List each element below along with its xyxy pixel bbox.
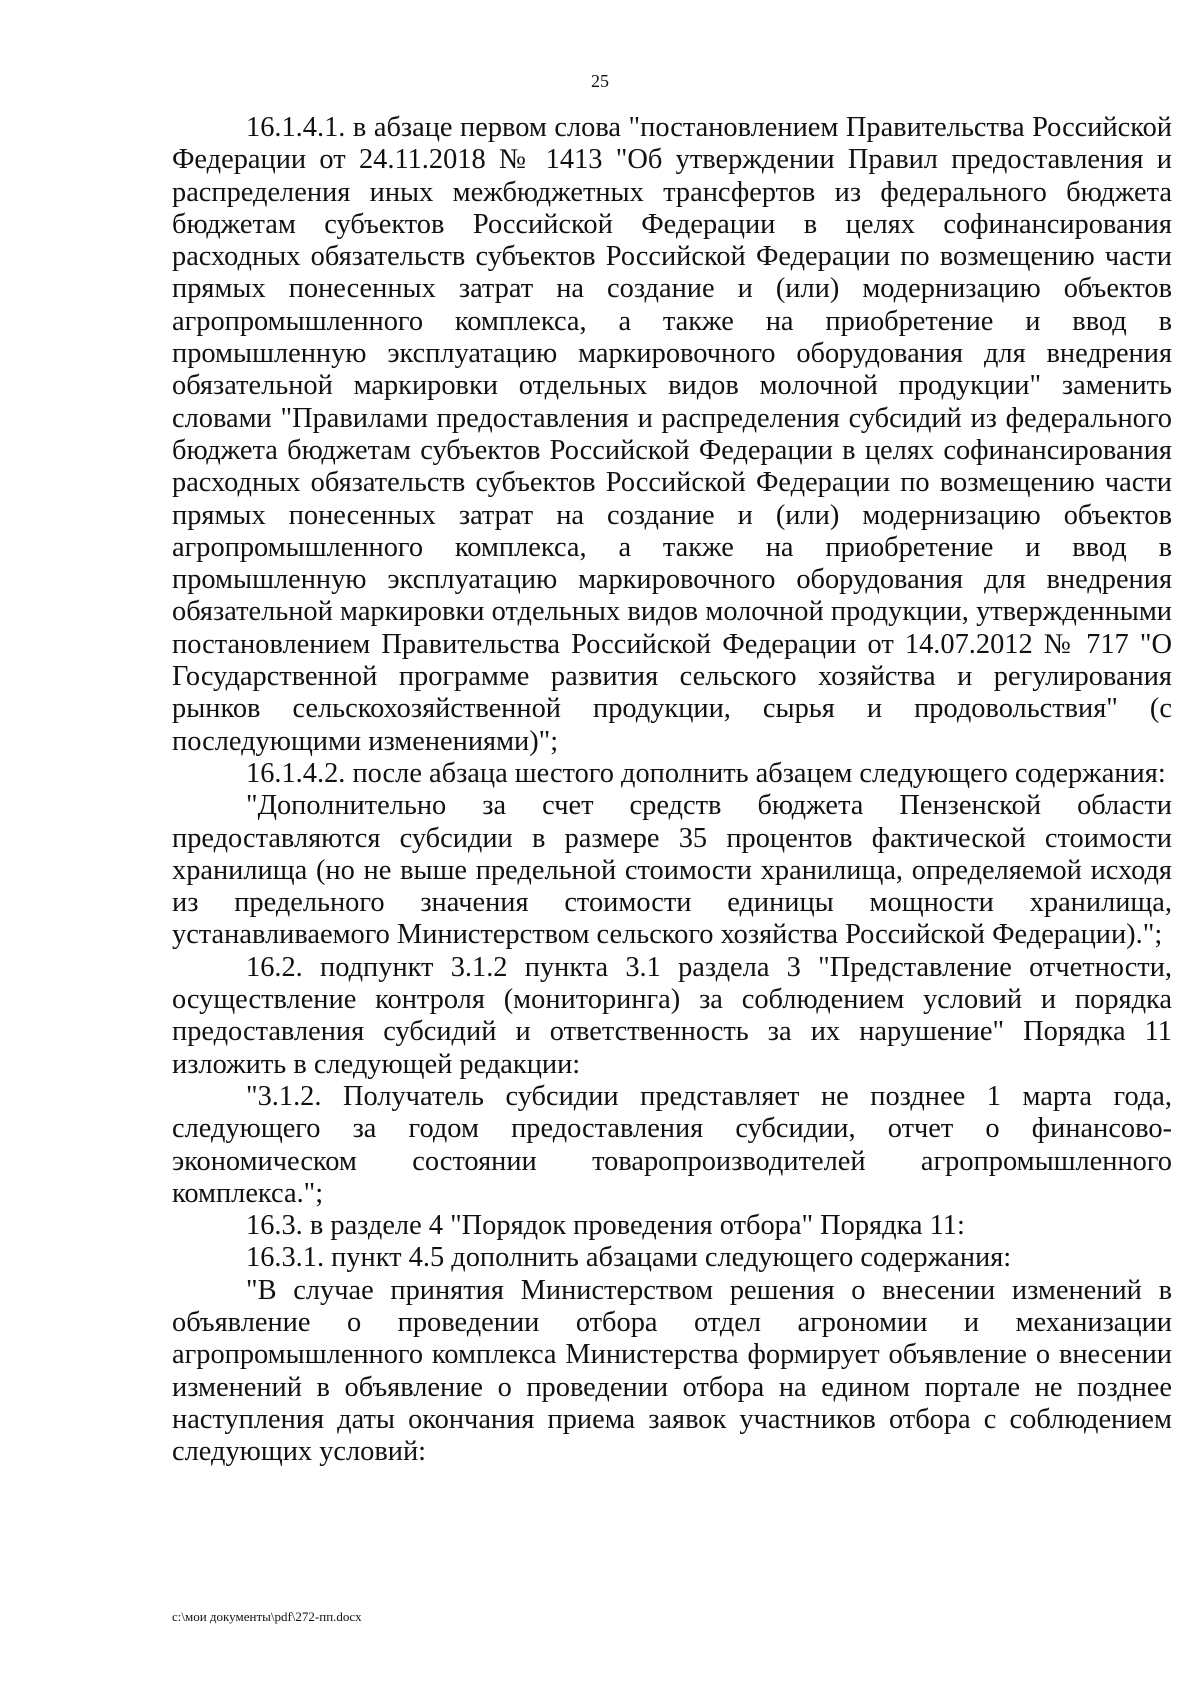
footer-file-path: c:\мои документы\pdf\272-пп.docx — [172, 1609, 362, 1624]
paragraph-additional-subsidy: "Дополнительно за счет средств бюджета Пензенской области предоставляются субсидии в размере 35 процентов фактической стоимости хранилища (но не выше предельной стоимости хранилища, определяемой исходя из предельного значения стоимости единицы мощности хранилища, устанавливаемого Министерством сельского хозяйства Российской Федерации)."; — [172, 790, 1172, 951]
paragraph-16-3: 16.3. в разделе 4 "Порядок проведения отбора" Порядка 11: — [246, 1210, 965, 1242]
paragraph-16-1-4-2: 16.1.4.2. после абзаца шестого дополнить абзацем следующего содержания: — [246, 757, 1166, 789]
paragraph-16-3-1: 16.3.1. пункт 4.5 дополнить абзацами следующего содержания: — [246, 1242, 1012, 1274]
paragraph-16-1-4-1: 16.1.4.1. в абзаце первом слова "постановлением Правительства Российской Федерации от 24.11.2018 № 1413 "Об утверждении Правил предоставления и распределения иных межбюджетных трансфертов из федерального бюджета бюджетам субъектов Российской Федерации в целях софинансирования расходных обязательств субъектов Российской Федерации по возмещению части прямых понесенных затрат на создание и (или) модернизацию объектов агропромышленного комплекса, а также на приобретение и ввод в промышленную эксплуатацию маркировочного оборудования для внедрения обязательной маркировки отдельных видов молочной продукции" заменить словами "Правилами предоставления и распределения субсидий из федерального бюджета бюджетам субъектов Российской Федерации в целях софинансирования расходных обязательств субъектов Российской Федерации по возмещению части прямых понесенных затрат на создание и (или) модернизацию объектов агропромышленного комплекса, а также на приобретение и ввод в промышленную эксплуатацию маркировочного оборудования для внедрения обязательной маркировки отдельных видов молочной продукции, утвержденными постановлением Правительства Российской Федерации от 14.07.2012 № 717 "О Государственной программе развития сельского хозяйства и регулирования рынков сельскохозяйственной продукции, сырья и продовольствия" (с последующими изменениями)"; — [172, 112, 1172, 757]
paragraph-amendment-announcement: "В случае принятия Министерством решения о внесении изменений в объявление о проведении отбора отдел агрономии и механизации агропромышленного комплекса Министерства формирует объявление о внесении изменений в объявление о проведении отбора на едином портале не позднее наступления даты окончания приема заявок участников отбора с соблюдением следующих условий: — [172, 1274, 1172, 1468]
paragraph-16-2: 16.2. подпункт 3.1.2 пункта 3.1 раздела 3 "Представление отчетности, осуществление контроля (мониторинга) за соблюдением условий и порядка предоставления субсидий и ответственность за их нарушение" Порядка 11 изложить в следующей редакции: — [172, 951, 1172, 1080]
paragraph-3-1-2: "3.1.2. Получатель субсидии представляет не позднее 1 марта года, следующего за годом предоставления субсидии, отчет о финансово-экономическом состоянии товаропроизводителей агропромышленного комплекса."; — [172, 1080, 1172, 1209]
page-number: 25 — [591, 71, 609, 91]
document-body — [172, 112, 1172, 1468]
